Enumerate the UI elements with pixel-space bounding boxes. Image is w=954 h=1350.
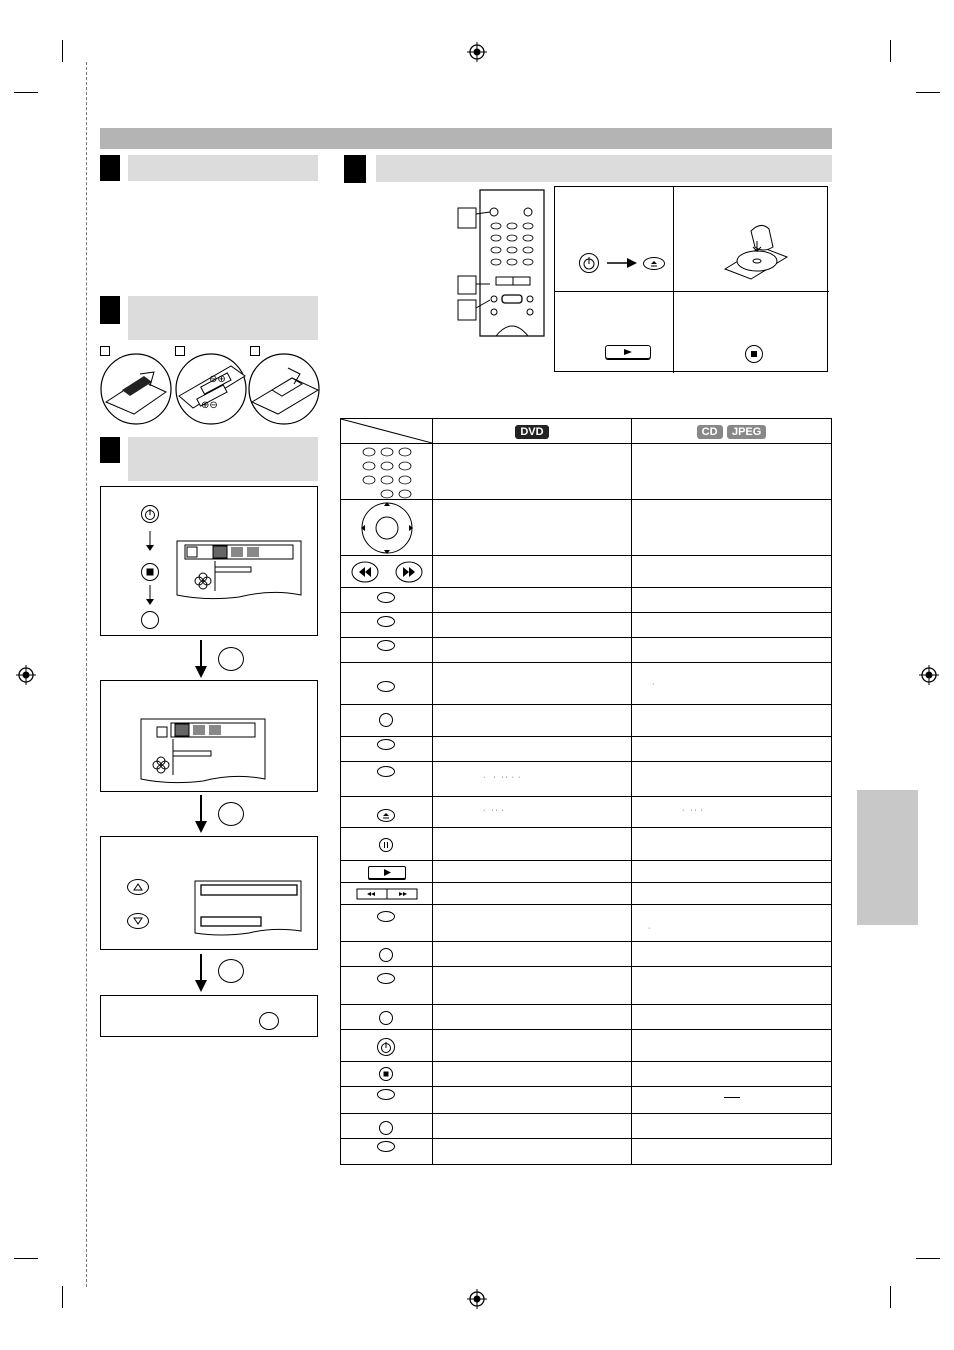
table-row (341, 556, 433, 588)
table-row (341, 1114, 433, 1139)
crop-mark (62, 40, 63, 62)
setup-button[interactable] (259, 1012, 279, 1030)
table-row (341, 942, 433, 967)
setup-button[interactable] (141, 611, 159, 629)
eject-icon (378, 810, 394, 821)
table-corner-cell (341, 419, 433, 444)
power-button[interactable] (377, 1038, 395, 1056)
pause-button[interactable] (379, 838, 393, 852)
number-keys-icon (341, 445, 432, 499)
setup-submenu-screen (193, 877, 305, 939)
eject-button[interactable] (643, 257, 665, 270)
enter-button[interactable] (218, 802, 244, 826)
button-function-table: DVD CD JPEG · · · · · · · · · · · · · · · · (340, 418, 832, 1165)
setup-step-panel (100, 486, 318, 636)
section-marker (100, 155, 120, 181)
table-row (341, 883, 433, 905)
registration-mark-icon (919, 665, 939, 685)
setup-menu-screen (175, 537, 305, 601)
remote-control-illustration (456, 188, 548, 338)
battery-insert-illustration (175, 352, 247, 426)
crop-mark (890, 1286, 891, 1308)
battery-cover-open-illustration (100, 352, 172, 426)
table-row (341, 705, 433, 737)
cd-logo (697, 425, 723, 439)
table-row (341, 1139, 433, 1165)
table-row (341, 737, 433, 762)
table-row (341, 797, 433, 828)
enter-button[interactable] (218, 647, 244, 671)
section-marker (100, 437, 120, 463)
cd-jpeg-column-header (631, 419, 831, 444)
table-row (341, 1062, 433, 1087)
flow-arrow (194, 954, 208, 992)
stop-button[interactable] (745, 345, 763, 363)
setup-menu-screen (139, 715, 269, 785)
stop-icon (746, 346, 762, 362)
crop-mark (890, 40, 891, 62)
power-icon (580, 254, 598, 272)
stop-button[interactable] (141, 563, 159, 581)
table-row (341, 1087, 433, 1114)
pause-icon (380, 839, 392, 851)
right-arrow (607, 257, 637, 269)
header-bar (100, 128, 832, 149)
table-row (341, 500, 433, 556)
down-button[interactable] (127, 913, 149, 929)
power-button[interactable] (141, 505, 159, 523)
side-tab (857, 790, 918, 925)
stop-icon (380, 1068, 392, 1080)
svg-text:⊖⊕: ⊖⊕ (209, 374, 226, 385)
jpeg-logo-text: JPEG (731, 426, 762, 438)
table-row (341, 444, 433, 500)
registration-mark-icon (467, 42, 487, 62)
power-icon (142, 506, 158, 522)
section-title-bar (128, 296, 318, 340)
up-button[interactable] (127, 879, 149, 895)
table-row (341, 967, 433, 1005)
crop-mark (14, 92, 38, 93)
table-row (341, 861, 433, 883)
setup-step-panel (100, 836, 318, 950)
down-arrow-icon (128, 914, 148, 928)
down-arrow (145, 585, 155, 607)
crop-mark (916, 92, 940, 93)
table-row (341, 1005, 433, 1030)
table-row (341, 828, 433, 861)
crop-mark (916, 1258, 940, 1259)
power-button[interactable] (579, 253, 599, 273)
down-arrow (145, 531, 155, 553)
crop-mark (14, 1258, 38, 1259)
registration-mark-icon (467, 1289, 487, 1309)
play-button[interactable] (605, 345, 651, 359)
table-row (341, 663, 433, 705)
flow-arrow (194, 640, 208, 678)
dvd-column-header (433, 419, 632, 444)
crop-mark (62, 1286, 63, 1308)
play-icon (369, 867, 405, 878)
up-arrow-icon (128, 880, 148, 894)
section-marker (100, 296, 120, 324)
section-title-bar (376, 155, 832, 182)
eject-icon (644, 258, 664, 269)
setup-step-panel (100, 995, 318, 1037)
power-icon (378, 1039, 394, 1055)
disc-insert-illustration (721, 217, 793, 283)
eject-button[interactable] (377, 809, 395, 822)
play-button[interactable] (368, 866, 406, 879)
section-marker (344, 155, 366, 183)
section-title-bar (128, 155, 318, 181)
dvd-logo-text: DVD (520, 426, 544, 438)
table-row (341, 638, 433, 663)
stop-icon (142, 564, 158, 580)
direction-pad-icon (341, 501, 432, 555)
section-title-bar (128, 437, 318, 481)
battery-cover-close-illustration (248, 352, 320, 426)
setup-step-panel (100, 680, 318, 792)
table-row (341, 613, 433, 638)
stop-button[interactable] (379, 1067, 393, 1081)
table-row (341, 905, 433, 942)
jpeg-logo (727, 425, 766, 439)
flow-arrow (194, 795, 208, 833)
enter-button[interactable] (218, 959, 244, 983)
skip-icon (341, 884, 432, 904)
play-icon (606, 346, 650, 358)
playback-steps-grid (554, 186, 828, 372)
binding-guide (86, 62, 87, 1287)
table-row (341, 1030, 433, 1062)
table-row (341, 762, 433, 797)
cd-logo-text: CD (701, 426, 718, 438)
registration-mark-icon (16, 665, 36, 685)
rewind-fast-forward-icon (341, 557, 432, 587)
dvd-logo (515, 425, 548, 439)
table-row (341, 588, 433, 613)
svg-text:⊕⊖: ⊕⊖ (201, 400, 218, 411)
